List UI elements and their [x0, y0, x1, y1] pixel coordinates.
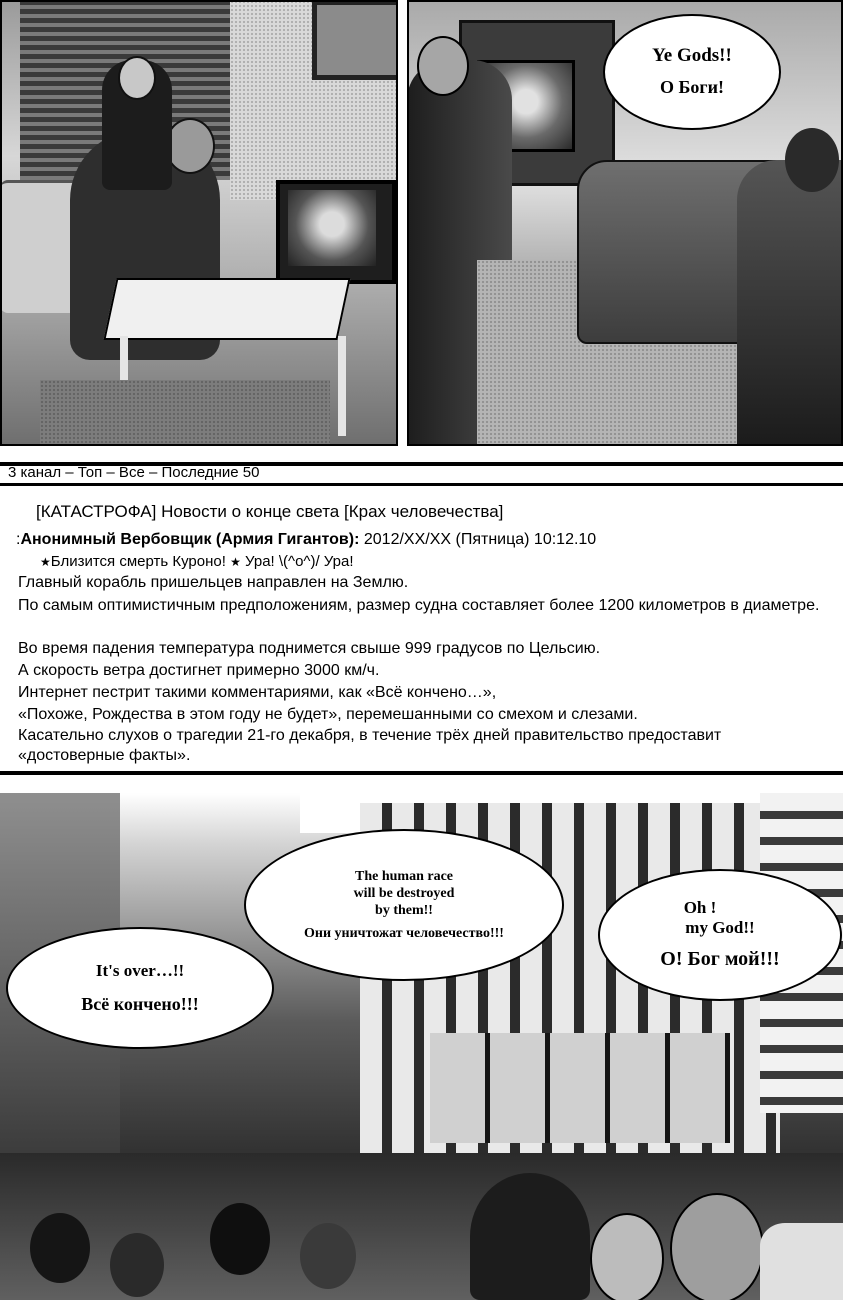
crowd-street-panel	[0, 793, 843, 1300]
news-body-line: Касательно слухов о трагедии 21-го декабря, в течение трёх дней правительство предоставит «достоверные факты».	[18, 727, 722, 764]
panel-border	[0, 0, 398, 446]
cheer-ura: Ура! \(^o^)/ Ура!	[245, 553, 354, 570]
news-bottom-rule	[0, 771, 843, 775]
oh-my-god-bubble	[598, 869, 842, 1001]
its-over-bubble	[6, 927, 274, 1049]
crowd-head	[590, 1213, 664, 1300]
news-header-rule	[0, 483, 843, 486]
crowd-head	[30, 1213, 90, 1283]
crowd-head	[670, 1193, 764, 1300]
news-title	[36, 501, 503, 523]
ye-gods-russian: О Боги!	[660, 77, 724, 97]
human-race-en-3: by them!!	[375, 902, 433, 918]
billboards	[430, 1033, 730, 1143]
news-body-line: Интернет пестрит такими комментариями, как «Всё кончено…»,	[18, 684, 497, 701]
top-right-panel	[407, 0, 843, 446]
news-title-main: Новости о конце света	[161, 502, 340, 521]
cheer-text: Близится смерть Куроно!	[50, 553, 226, 570]
news-body-line: Главный корабль пришельцев направлен на Землю.	[18, 574, 409, 591]
human-race-bubble	[244, 829, 564, 981]
oh-my-god-ru: О! Бог мой!!!	[660, 948, 780, 970]
news-title-tag-right: [Крах человечества]	[343, 502, 504, 521]
crowd-head	[300, 1223, 356, 1289]
star-icon: ★	[40, 555, 51, 569]
human-race-en-2: will be destroyed	[353, 885, 455, 901]
crowd-head	[210, 1203, 270, 1275]
panel-border	[407, 0, 843, 446]
author-prefix: :	[16, 531, 21, 548]
crowd-head	[760, 1223, 843, 1300]
news-author-line	[16, 530, 596, 550]
its-over-ru: Всё кончено!!!	[81, 994, 199, 1014]
top-left-panel	[0, 0, 398, 446]
news-body-line: «Похоже, Рождества в этом году не будет», перемешанными со смехом и слезами.	[18, 706, 638, 723]
crowd-head	[110, 1233, 164, 1297]
post-timestamp: 2012/XX/XX (Пятница) 10:12.10	[363, 531, 597, 548]
human-race-ru: Они уничтожат человечество!!!	[304, 925, 504, 941]
oh-my-god-en-1: Oh !	[683, 898, 717, 917]
news-body-line: А скорость ветра достигнет примерно 3000 км/ч.	[18, 662, 380, 679]
author-name: Анонимный Вербовщик (Армия Гигантов):	[20, 531, 360, 548]
news-cheer-line	[40, 552, 354, 572]
news-body-line: Во время падения температура поднимется свыше 999 градусов по Цельсию.	[18, 640, 601, 657]
oh-my-god-en-2: my God!!	[685, 918, 755, 937]
news-title-tag-left: [КАТАСТРОФА]	[36, 502, 157, 521]
news-body-line: По самым оптимистичным предположениям, размер судна составляет более 1200 километров в диаметре.	[18, 597, 820, 614]
human-race-en-1: The human race	[355, 868, 453, 884]
its-over-en: It's over…!!	[95, 961, 185, 980]
star-icon: ★	[230, 555, 241, 569]
crowd-head	[470, 1173, 590, 1300]
news-header: 3 канал – Топ – Все – Последние 50	[8, 464, 260, 481]
ye-gods-english: Ye Gods!!	[652, 45, 732, 66]
